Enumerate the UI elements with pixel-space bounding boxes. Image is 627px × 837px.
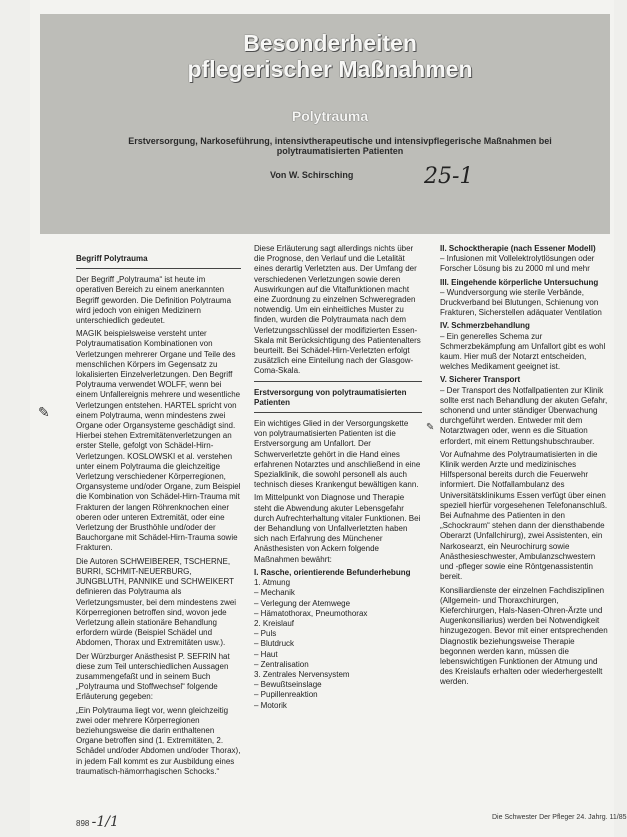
section-heading: IV. Schmerzbehandlung [440,321,530,331]
list-item: – Haut [254,649,278,659]
page-number: 898 [76,819,90,828]
paragraph: Diese Erläuterung sagt allerdings nichts über die Prognose, den Verlauf und die Letalität eines derartig Verletzten aus. Der Umfang der verschiedenen Verletzungen sowie deren Auswirkungen auf die Vitalfunktionen macht eine Zuordnung zu einzelnen Schweregraden notwendig. Um ein einheitliches Muster zu finden, wurden die Polytraumata nach dem Verletzungsschlüssel der modifizierten Essen-Skala mit Berücksichtigung des Patientenalters beurteilt. Bei Schädel-Hirn-Verletzten erfolgt zusätzlich eine Einteilung nach der Glasgow-Coma-Skala. [254,244,421,376]
article-title [70,30,590,82]
section-heading: III. Eingehende körperliche Untersuchung [440,277,599,287]
margin-mark-icon: ✎ [38,404,50,420]
handwritten-page-note: -1/1 [91,814,119,830]
divider [76,268,241,269]
list-item: – Pupillenreaktion [254,690,318,700]
column-3 [440,244,608,691]
title-line-1: Besonderheiten [243,30,417,56]
column-2 [254,244,422,711]
paragraph: – Ein generelles Schema zur Schmerzbekämpfung am Unfallort gibt es wohl kaum. Hier muß der Notarzt entscheiden, welches Medikament geeignet ist. [440,331,606,372]
paragraph: MAGIK beispielsweise versteht unter Polytraumatisation Kombinationen von Verletzungen mehrerer Organe und Teile des menschlichen Körpers im Gegensatz zu lokalisierten Einzelverletzungen. Den Begriff Polytrauma verwendet WOLFF, wenn bei einem Unfallereignis mehrere und wesentliche Verletzungen entstehen. HARTEL spricht von einem Polytrauma, wenn mindestens zwei Organe oder Organsysteme geschädigt sind. Hierbei stehen Extremitätenverletzungen an erster Stelle, gefolgt von Schädel-Hirn-Verletzungen. KOSLOWSKI et al. verstehen unter einem Polytrauma die gleichzeitige Verletzung verschiedener Körperregionen, Organsysteme und/oder Organe, zum Beispiel die Kombination von Schädel-Hirn-Trauma mit Frakturen der langen Röhrenknochen einer oberen oder unteren Extremität, oder eine Verletzung der Brusthöhle und/oder der Bauchorgane mit Schädel-Hirn-Trauma sowie Frakturen. [76,329,241,553]
list-item: – Blutdruck [254,639,295,649]
article-intro: Erstversorgung, Narkoseführung, intensivtherapeutische und intensivpflegerische Maßnahmen bei polytraumatisierten Patienten [128,136,552,156]
journal-reference: Die Schwester Der Pfleger 24. Jahrg. 11/85 [492,814,627,821]
list-item: – Hämatothorax, Pneumothorax [254,608,368,618]
paragraph: – Wundversorgung wie sterile Verbände, Druckverband bei Blutungen, Schienung von Frakturen, Sicherstellen adäquater Ventilation [440,287,602,318]
paragraph: Im Mittelpunkt von Diagnose und Therapie steht die Abwendung akuter Lebensgefahr durch Aufrechterhaltung vitaler Funktionen. Bei der Behandlung von Unfallverletzten haben sich nach Erfahrung des Münchener Anästhesisten von Ackern folgende Maßnahmen bewährt: [254,493,421,564]
paragraph: Der Begriff „Polytrauma“ ist heute im operativen Bereich zu einem anerkannten Begriff geworden. Die Definition Polytrauma wird jedoch von einigen Medizinern unterschiedlich gedeutet. [76,275,232,326]
paragraph: Vor Aufnahme des Polytraumatisierten in die Klinik werden Arzte und medizinisches Hilfspersonal bereits durch die Feuerwehr informiert. Die Notfallambulanz des Universitätsklinikums Essen verfügt über einen speziell hierfür vorgesehenen Telefonanschluß. Bei Aufnahme des Patienten in den „Schockraum“ stehen dann der diensthabende Oberarzt (Unfallchirurg), zwei Assistenten, ein Narkosearzt, ein Neurochirurg sowie Anästhesieschwester, Ambulanzschwestern und -pfleger sowie eine Röntgenassistentin bereit. [440,449,608,582]
paragraph: „Ein Polytrauma liegt vor, wenn gleichzeitig zwei oder mehrere Körperregionen beziehungsweise die darin enthaltenen Organe betroffen sind (1. Extremitäten, 2. Schädel und/oder Abdomen und/oder Thorax), in jedem Fall kommt es zur Ausbildung eines traumatisch-hämorrhagischen Schocks.“ [76,705,241,776]
handwritten-annotation: 25-1 [424,164,474,189]
paragraph: Der Würzburger Anästhesist P. SEFRIN hat diese zum Teil unterschiedlichen Aussagen zusammengefaßt und in seinem Buch „Polytrauma und Stoffwechsel“ folgende Erläuterung gegeben: [76,651,230,702]
paragraph: Die Autoren SCHWEIBERER, TSCHERNE, BURRI, SCHMIT-NEUERBURG, JUNGBLUTH, PANNIKE und SCHWEIKERT definieren das Polytrauma als Verletzungsmuster, bei dem mindestens zwei Körperregionen betroffen sind, wovon jede Verletzung allein stationäre Behandlung erfordern würde (Beispiel Schädel und Abdomen, Thorax und Extremitäten usw.). [76,556,237,648]
list-item: 1. Atmung [254,578,291,588]
list-item: 2. Kreislauf [254,618,295,628]
section-heading: II. Schocktherapie (nach Essener Modell) [440,244,596,253]
list-item: – Mechanik [254,588,295,598]
page-footer-left [76,814,119,830]
list-item: – Zentralisation [254,659,309,669]
title-line-2: pflegerischer Maßnahmen [187,56,473,82]
divider [254,381,422,382]
paragraph: – Infusionen mit Vollelektrolytlösungen oder Forscher Lösung bis zu 2000 ml und mehr [440,254,595,274]
paragraph: – Der Transport des Notfallpatienten zur Klinik sollte erst nach Behandlung der akuten Gefahr, schonend und unter ständiger Überwachung durchgeführt werden. Entweder mit dem Notarztwagen oder, wenn es die Situation erfordert, mit einem Rettungshubschrauber. [440,385,608,446]
author-line: Von W. Schirsching [270,170,354,180]
paragraph: Ein wichtiges Glied in der Versorgungskette von polytraumatisierten Patienten ist die Erstversorgung am Unfallort. Der Schwerverletzte gehört in die Hand eines erfahrenen Notarztes und anschließend in eine Spezialklinik, die sowohl personell als auch technisch dieses Krankengut bewältigen kann. [254,419,421,490]
divider [254,412,422,413]
article-subtitle: Polytrauma [291,108,369,124]
list-item: 3. Zentrales Nervensystem [254,669,350,679]
paragraph: Konsiliardienste der einzelnen Fachdisziplinen (Allgemein- und Thoraxchirurgen, Kieferchirurgen, Hals-Nasen-Ohren-Ärzte und Augenkonsiliarius) werden bei Notwendigkeit hinzugezogen. Bevor mit einer entsprechenden Diagnostik beziehungsweise Therapie begonnen werden kann, müssen die lebenswichtigen Funktionen der Atmung und des Kreislaufs erhalten oder wiederhergestellt werden. [440,585,608,687]
list-item: – Bewußtseinslage [254,680,322,690]
list-item: – Puls [254,629,277,639]
section-heading: V. Sicherer Transport [440,375,521,385]
section-heading: Begriff Polytrauma [76,254,148,263]
list-item: – Motorik [254,700,287,710]
list-heading: I. Rasche, orientierende Befunderhebung [254,567,411,577]
section-heading: Erstversorgung von polytraumatisierten Patienten [254,387,407,407]
column-1 [76,254,241,780]
list-item: – Verlegung der Atemwege [254,598,351,608]
margin-mark-icon: ✎ [426,422,435,433]
